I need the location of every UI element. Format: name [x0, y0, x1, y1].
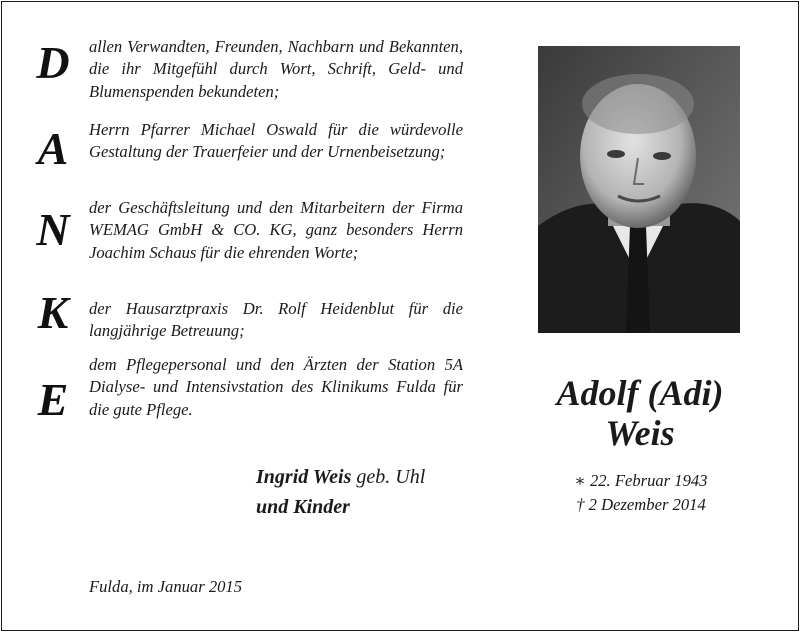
danke-letter-a: A [37, 123, 69, 174]
danke-letter-e: E [37, 374, 69, 425]
thanks-paragraph-company: der Geschäftsleitung und den Mitarbeitern der Firma WEMAG GmbH & CO. KG, ganz besonders Herrn Joachim Schaus für die ehrenden Worte; [89, 198, 463, 262]
danke-letter-n: N [36, 204, 70, 255]
signature-maiden-name: geb. Uhl [351, 466, 426, 488]
deceased-name-line-1: Adolf (Adi) [556, 373, 724, 413]
thanks-paragraph-clinic: dem Pflegepersonal und den Ärzten der Station 5A Dialyse- und Intensivstation des Klinikums Fulda für die gute Pflege. [89, 355, 463, 419]
signature-line-2: und Kinder [256, 496, 350, 518]
thanks-paragraph-doctor: der Hausarztpraxis Dr. Rolf Heidenblut für die langjährige Betreuung; [89, 299, 463, 341]
signature-name: Ingrid Weis [256, 466, 352, 488]
thanks-paragraph-pastor: Herrn Pfarrer Michael Oswald für die würdevolle Gestaltung der Trauerfeier und der Urnenbeisetzung; [89, 120, 463, 162]
danke-letter-k: K [37, 287, 69, 338]
birth-date: ∗ 22. Februar 1943 [574, 471, 708, 490]
signature-line-1 [256, 462, 425, 492]
thanks-paragraph-relatives: allen Verwandten, Freunden, Nachbarn und Bekannten, die ihr Mitgefühl durch Wort, Schrift, Geld- und Blumenspenden bekundeten; [89, 37, 463, 101]
place-and-date: Fulda, im Januar 2015 [89, 577, 243, 596]
portrait-photo [538, 46, 740, 333]
deceased-name-line-2: Weis [605, 413, 675, 453]
obituary-card [1, 1, 799, 631]
danke-letter-d: D [36, 37, 70, 88]
death-date: † 2 Dezember 2014 [576, 495, 706, 514]
